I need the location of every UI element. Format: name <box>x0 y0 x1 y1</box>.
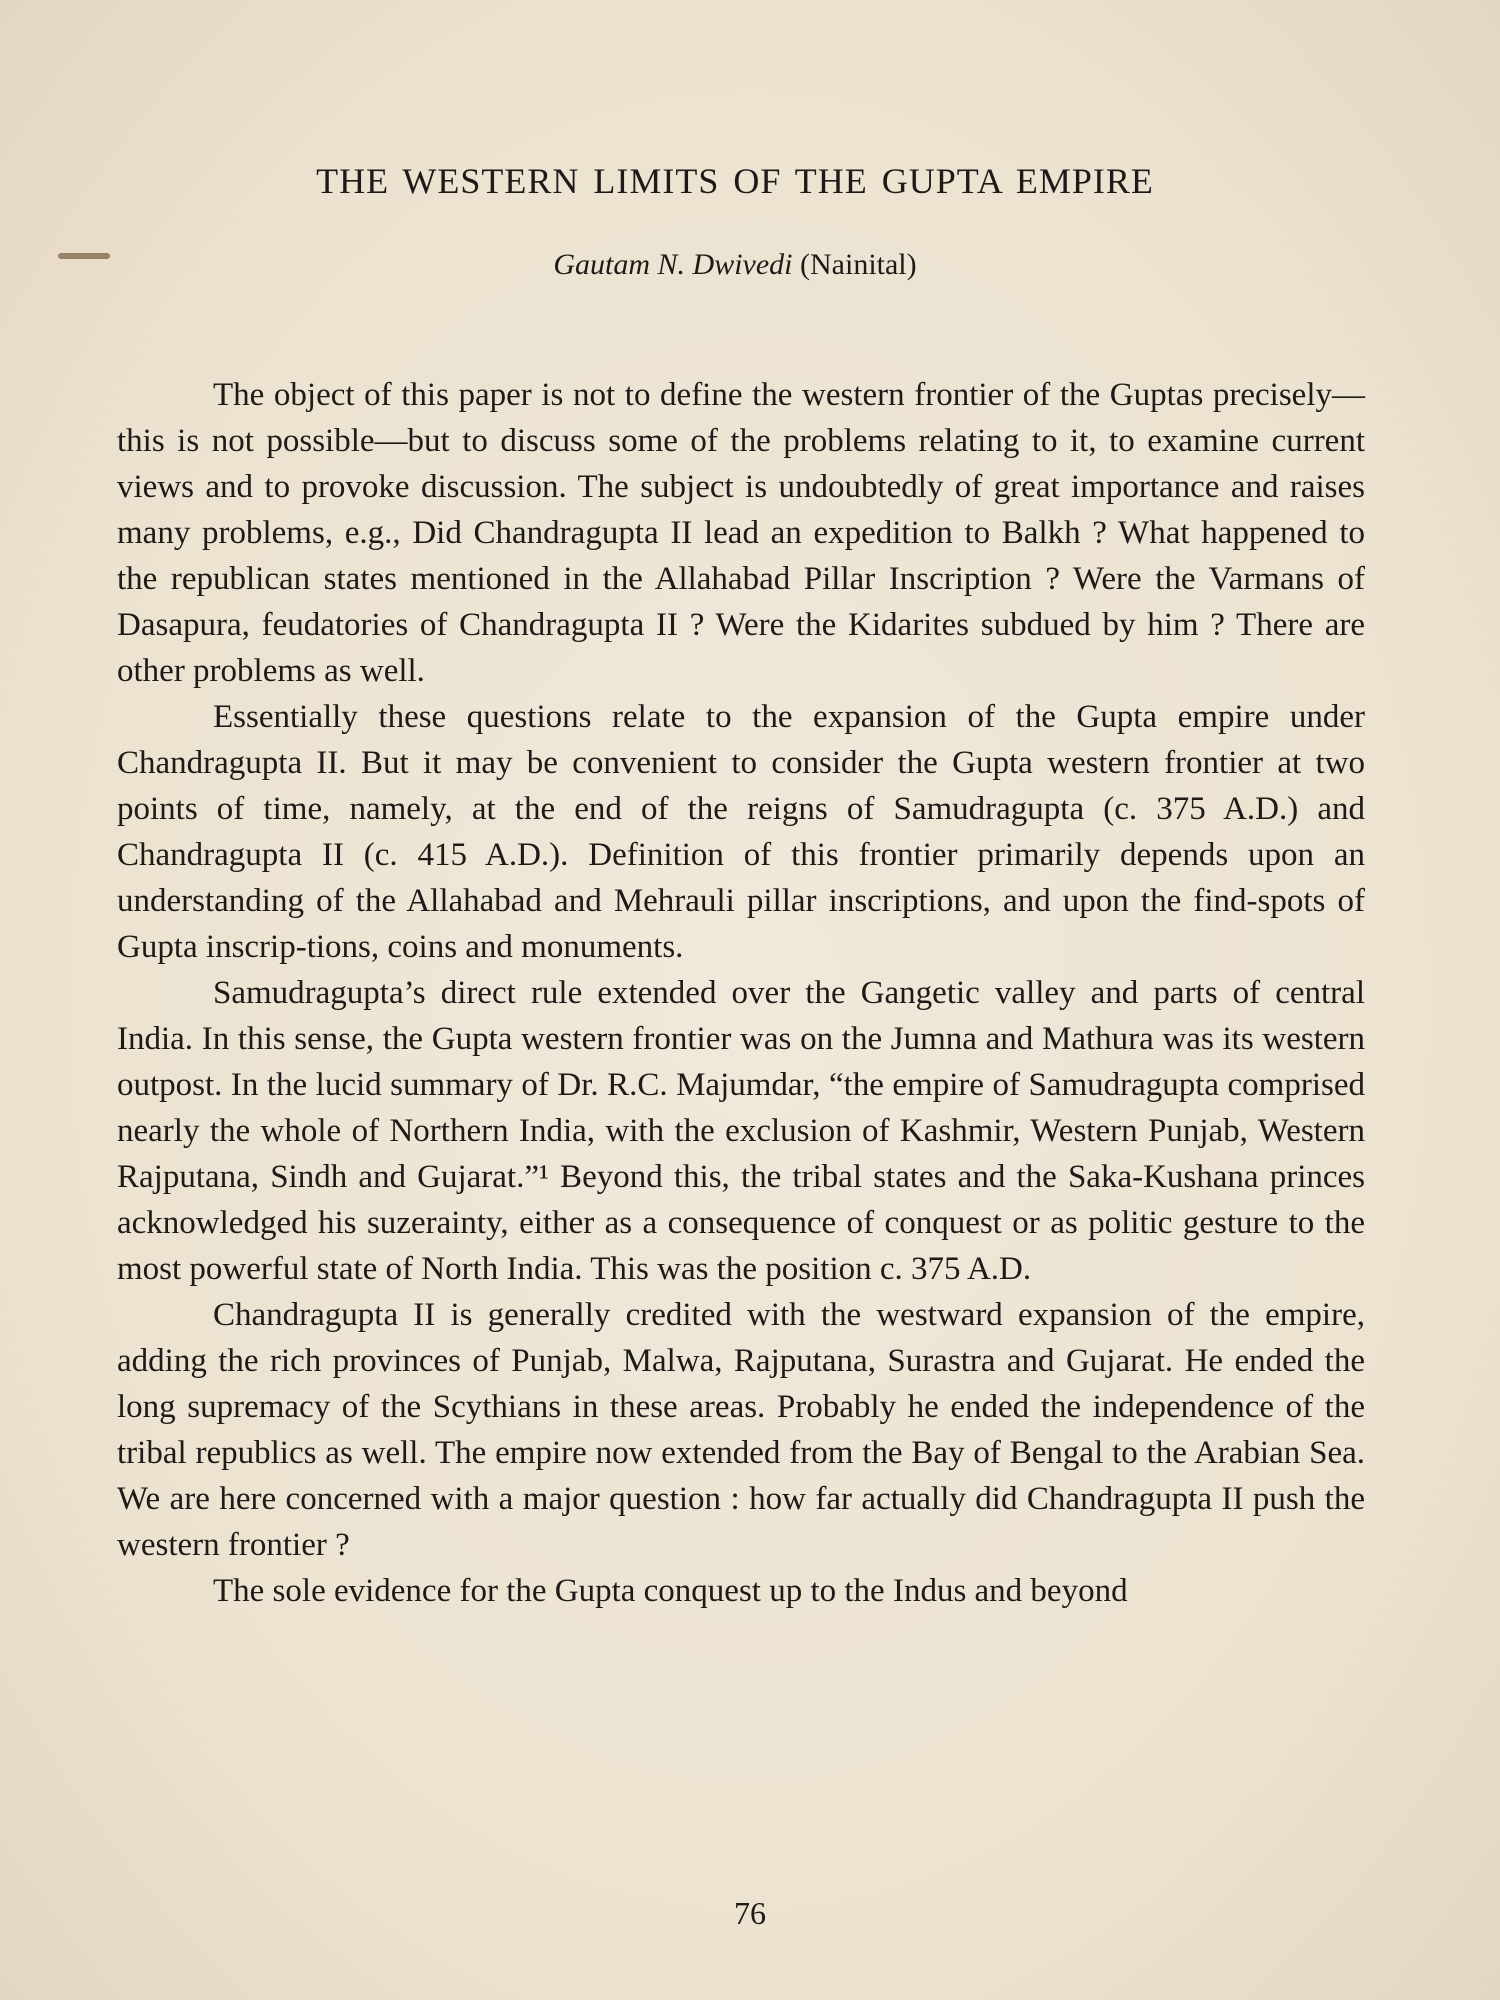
author-name: Gautam N. Dwivedi <box>553 248 793 281</box>
author-line <box>0 248 1470 282</box>
article-title: THE WESTERN LIMITS OF THE GUPTA EMPIRE <box>316 161 1154 201</box>
article-body <box>117 372 1365 1614</box>
paragraph-4: Chandragupta II is generally credited with the westward expansion of the empire, adding the rich provinces of Punjab, Malwa, Rajputana, Surastra and Gujarat. He ended the long supremacy of the Scythians in these areas. Probably he ended the independence of the tribal republics as well. The empire now extended from the Bay of Bengal to the Arabian Sea. We are here concerned with a major question : how far actually did Chandragupta II push the western frontier ? <box>117 1297 1365 1563</box>
author-affiliation: (Nainital) <box>800 248 917 281</box>
paragraph-1: The object of this paper is not to define the western frontier of the Guptas precisely—this is not possible—but to discuss some of the problems relating to it, to examine current views and to provoke discussion. The subject is undoubtedly of great importance and raises many problems, e.g., Did Chandragupta II lead an expedition to Balkh ? What happened to the republican states mentioned in the Allahabad Pillar Inscription ? Were the Varmans of Dasapura, feudatories of Chandragupta II ? Were the Kidarites subdued by him ? There are other problems as well. <box>117 377 1365 689</box>
paragraph-2: Essentially these questions relate to the expansion of the Gupta empire under Chandragupta II. But it may be convenient to consider the Gupta western frontier at two points of time, namely, at the end of the reigns of Samudragupta (c. 375 A.D.) and Chandragupta II (c. 415 A.D.). Definition of this frontier primarily depends upon an understanding of the Allahabad and Mehrauli pillar inscriptions, and upon the find-spots of Gupta inscrip-tions, coins and monuments. <box>117 699 1365 965</box>
paragraph-5: The sole evidence for the Gupta conquest up to the Indus and beyond <box>213 1573 1128 1609</box>
page-number: 76 <box>734 1895 766 1931</box>
paragraph-3: Samudragupta’s direct rule extended over the Gangetic valley and parts of central India. In this sense, the Gupta western frontier was on the Jumna and Mathura was its western outpost. In the lucid summary of Dr. R.C. Majumdar, “the empire of Samudragupta comprised nearly the whole of Northern India, with the exclusion of Kashmir, Western Punjab, Western Rajputana, Sindh and Gujarat.”¹ Beyond this, the tribal states and the Saka-Kushana princes acknowledged his suzerainty, either as a consequence of conquest or as politic gesture to the most powerful state of North India. This was the position c. 375 A.D. <box>117 975 1365 1287</box>
